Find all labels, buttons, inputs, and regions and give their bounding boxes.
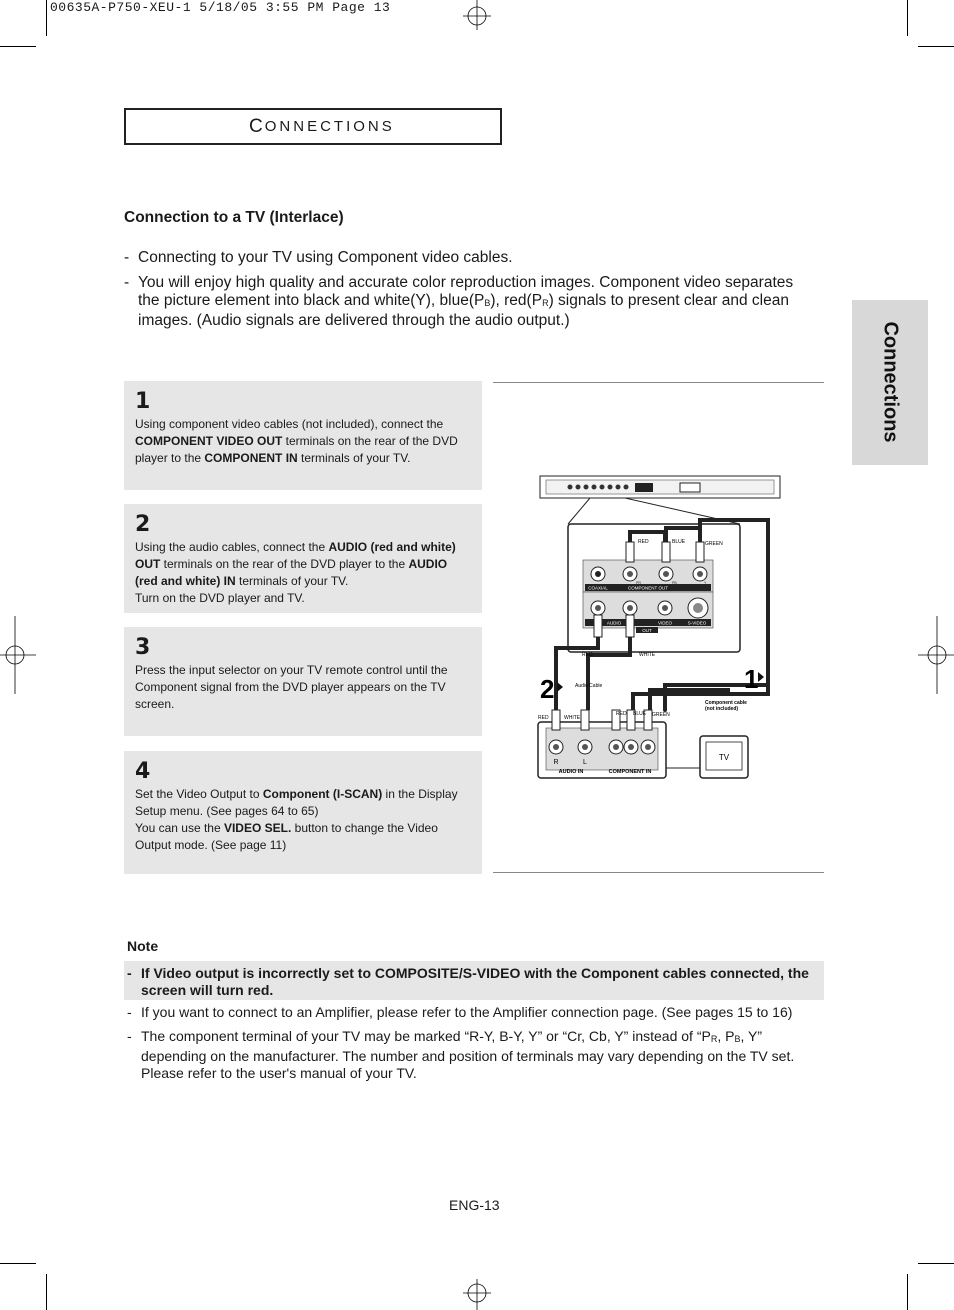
svg-text:RED: RED [616,711,627,717]
dvd-player-rear [540,476,780,498]
svg-text:(not included): (not included) [705,706,739,712]
intro-text [124,249,814,337]
svg-text:RED: RED [582,652,593,658]
note-item-3: - The component terminal of your TV may be marked “R-Y, B-Y, Y” or “Cr, Cb, Y” instead of “PR, PB, Y” depending on the manufacturer. The number and position of terminals may vary depending on the TV set. Please refer to the user's manual of your TV. [127,1028,817,1082]
step-number: 1 [135,389,151,414]
intro-bullet-1: - Connecting to your TV using Component video cables. [124,249,814,267]
svg-text:PB: PB [672,581,677,585]
svg-text:WHITE: WHITE [639,652,656,658]
step-text: Set the Video Output to Component (I-SCAN) in the Display Setup menu. (See pages 64 to 65) You can use the VIDEO SEL. button to change the Video Output mode. (See page 11) [135,787,458,852]
page-number: ENG-13 [449,1197,500,1213]
side-tab [852,300,928,465]
svg-text:OUT: OUT [642,628,652,633]
note-item-2: - If you want to connect to an Amplifier, please refer to the Amplifier connection page. (See pages 15 to 16) [127,1004,817,1021]
svg-text:TV: TV [718,753,730,762]
svg-text:1: 1 [744,664,759,694]
side-tab-label: Connections [879,321,902,443]
tv-icon [666,736,748,778]
svg-text:AUDIO: AUDIO [606,620,622,626]
step-number: 3 [135,635,151,660]
step-text: Press the input selector on your TV remote control until the Component signal from the DVD player appears on the TV screen. [135,663,448,711]
step-4 [124,751,482,874]
step-number: 4 [135,759,151,784]
diagram-bottom-rule [493,872,824,873]
svg-text:L: L [583,759,587,766]
svg-text:COMPONENT IN: COMPONENT IN [608,769,652,775]
svg-text:WHITE: WHITE [564,715,581,721]
step-marker-1 [744,664,764,694]
connection-diagram [490,470,790,790]
step-text: Using component video cables (not included), connect the COMPONENT VIDEO OUT terminals on the rear of the DVD player to the COMPONENT IN terminals of your TV. [135,417,458,465]
section-header-initial: C [249,115,265,137]
step-3 [124,627,482,736]
svg-text:AUDIO IN: AUDIO IN [558,769,584,775]
svg-text:COMPONENT OUT: COMPONENT OUT [628,585,668,591]
section-header-rest: ONNECTIONS [264,118,395,135]
svg-text:S-VIDEO: S-VIDEO [687,620,707,626]
print-header: 00635A-P750-XEU-1 5/18/05 3:55 PM Page 13 [50,0,391,15]
note-item-1: - If Video output is incorrectly set to COMPOSITE/S-VIDEO with the Component cables connected, the screen will turn red. [127,965,817,999]
svg-text:BLUE: BLUE [672,539,686,545]
svg-text:Component cable: Component cable [705,700,747,706]
svg-text:BLUE: BLUE [633,711,647,717]
step-2 [124,504,482,613]
svg-text:2: 2 [540,674,555,704]
svg-text:RED: RED [538,715,549,721]
svg-text:RED: RED [638,539,649,545]
svg-text:PR: PR [636,581,641,585]
svg-text:Audio Cable: Audio Cable [575,683,603,689]
svg-text:R: R [553,759,559,766]
note-title: Note [127,938,159,954]
section-header [124,108,502,145]
svg-text:COAXIAL: COAXIAL [588,585,608,591]
step-1 [124,381,482,490]
svg-text:GREEN: GREEN [652,712,670,718]
page-subtitle: Connection to a TV (Interlace) [124,209,344,226]
intro-bullet-2: - You will enjoy high quality and accurate color reproduction images. Component video separates the picture element into black and white(Y), blue(PB), red(PR) signals to present clear and clean images. (Audio signals are delivered through the audio output.) [124,274,814,330]
svg-text:VIDEO: VIDEO [657,620,673,626]
step-marker-2 [540,674,563,704]
svg-text:GREEN: GREEN [705,541,723,547]
diagram-top-rule [493,382,824,383]
step-number: 2 [135,512,151,537]
step-text: Using the audio cables, connect the AUDIO (red and white) OUT terminals on the rear of the DVD player to the AUDIO (red and white) IN terminals of your TV. Turn on the DVD player and TV. [135,540,456,605]
svg-text:Y: Y [704,581,707,585]
